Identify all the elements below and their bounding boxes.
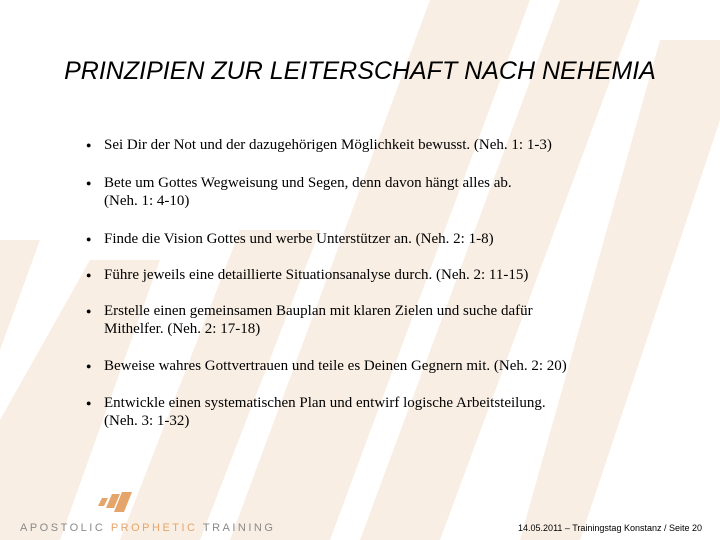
bullet-dot: ● (86, 398, 92, 408)
bullet-item (86, 357, 644, 375)
brand-part-3: TRAINING (197, 522, 276, 534)
bullet-text: Beweise wahres Gottvertrauen und teile es Deinen Gegnern mit. (Neh. 2: 20) (104, 358, 567, 374)
bullet-text-continuation: (Neh. 1: 4-10) (104, 193, 190, 209)
bullet-dot: ● (86, 234, 92, 244)
bullet-text-continuation: (Neh. 3: 1-32) (104, 413, 190, 429)
logo-arrows-icon (98, 490, 138, 514)
bullet-item (86, 174, 644, 210)
bullet-dot: ● (86, 178, 92, 188)
brand-part-2: PROPHETIC (110, 522, 198, 534)
slide-title: PRINZIPIEN ZUR LEITERSCHAFT NACH NEHEMIA (64, 57, 656, 85)
bullet-text: Bete um Gottes Wegweisung und Segen, denn davon hängt alles ab. (104, 175, 512, 191)
bullet-item (86, 136, 644, 154)
bullet-item (86, 394, 644, 430)
bullet-text: Erstelle einen gemeinsamen Bauplan mit klaren Zielen und suche dafür (104, 303, 533, 319)
bullet-dot: ● (86, 140, 92, 150)
brand-part-1: APOSTOLIC (20, 522, 111, 534)
bullet-text: Sei Dir der Not und der dazugehörigen Möglichkeit bewusst. (Neh. 1: 1-3) (104, 137, 552, 153)
bullet-dot: ● (86, 270, 92, 280)
bullet-text-continuation: Mithelfer. (Neh. 2: 17-18) (104, 321, 261, 337)
bullet-dot: ● (86, 361, 92, 371)
bullet-item (86, 230, 644, 248)
bullet-text: Entwickle einen systematischen Plan und entwirf logische Arbeitsteilung. (104, 395, 546, 411)
footer-date-page: 14.05.2011 – Trainingstag Konstanz / Seite 20 (518, 523, 702, 533)
bullet-text: Finde die Vision Gottes und werbe Unterstützer an. (Neh. 2: 1-8) (104, 231, 494, 247)
bullet-dot: ● (86, 306, 92, 316)
brand-wordmark (20, 522, 275, 534)
bullet-text: Führe jeweils eine detaillierte Situationsanalyse durch. (Neh. 2: 11-15) (104, 267, 529, 283)
bullet-item (86, 302, 644, 338)
bullet-item (86, 266, 644, 284)
